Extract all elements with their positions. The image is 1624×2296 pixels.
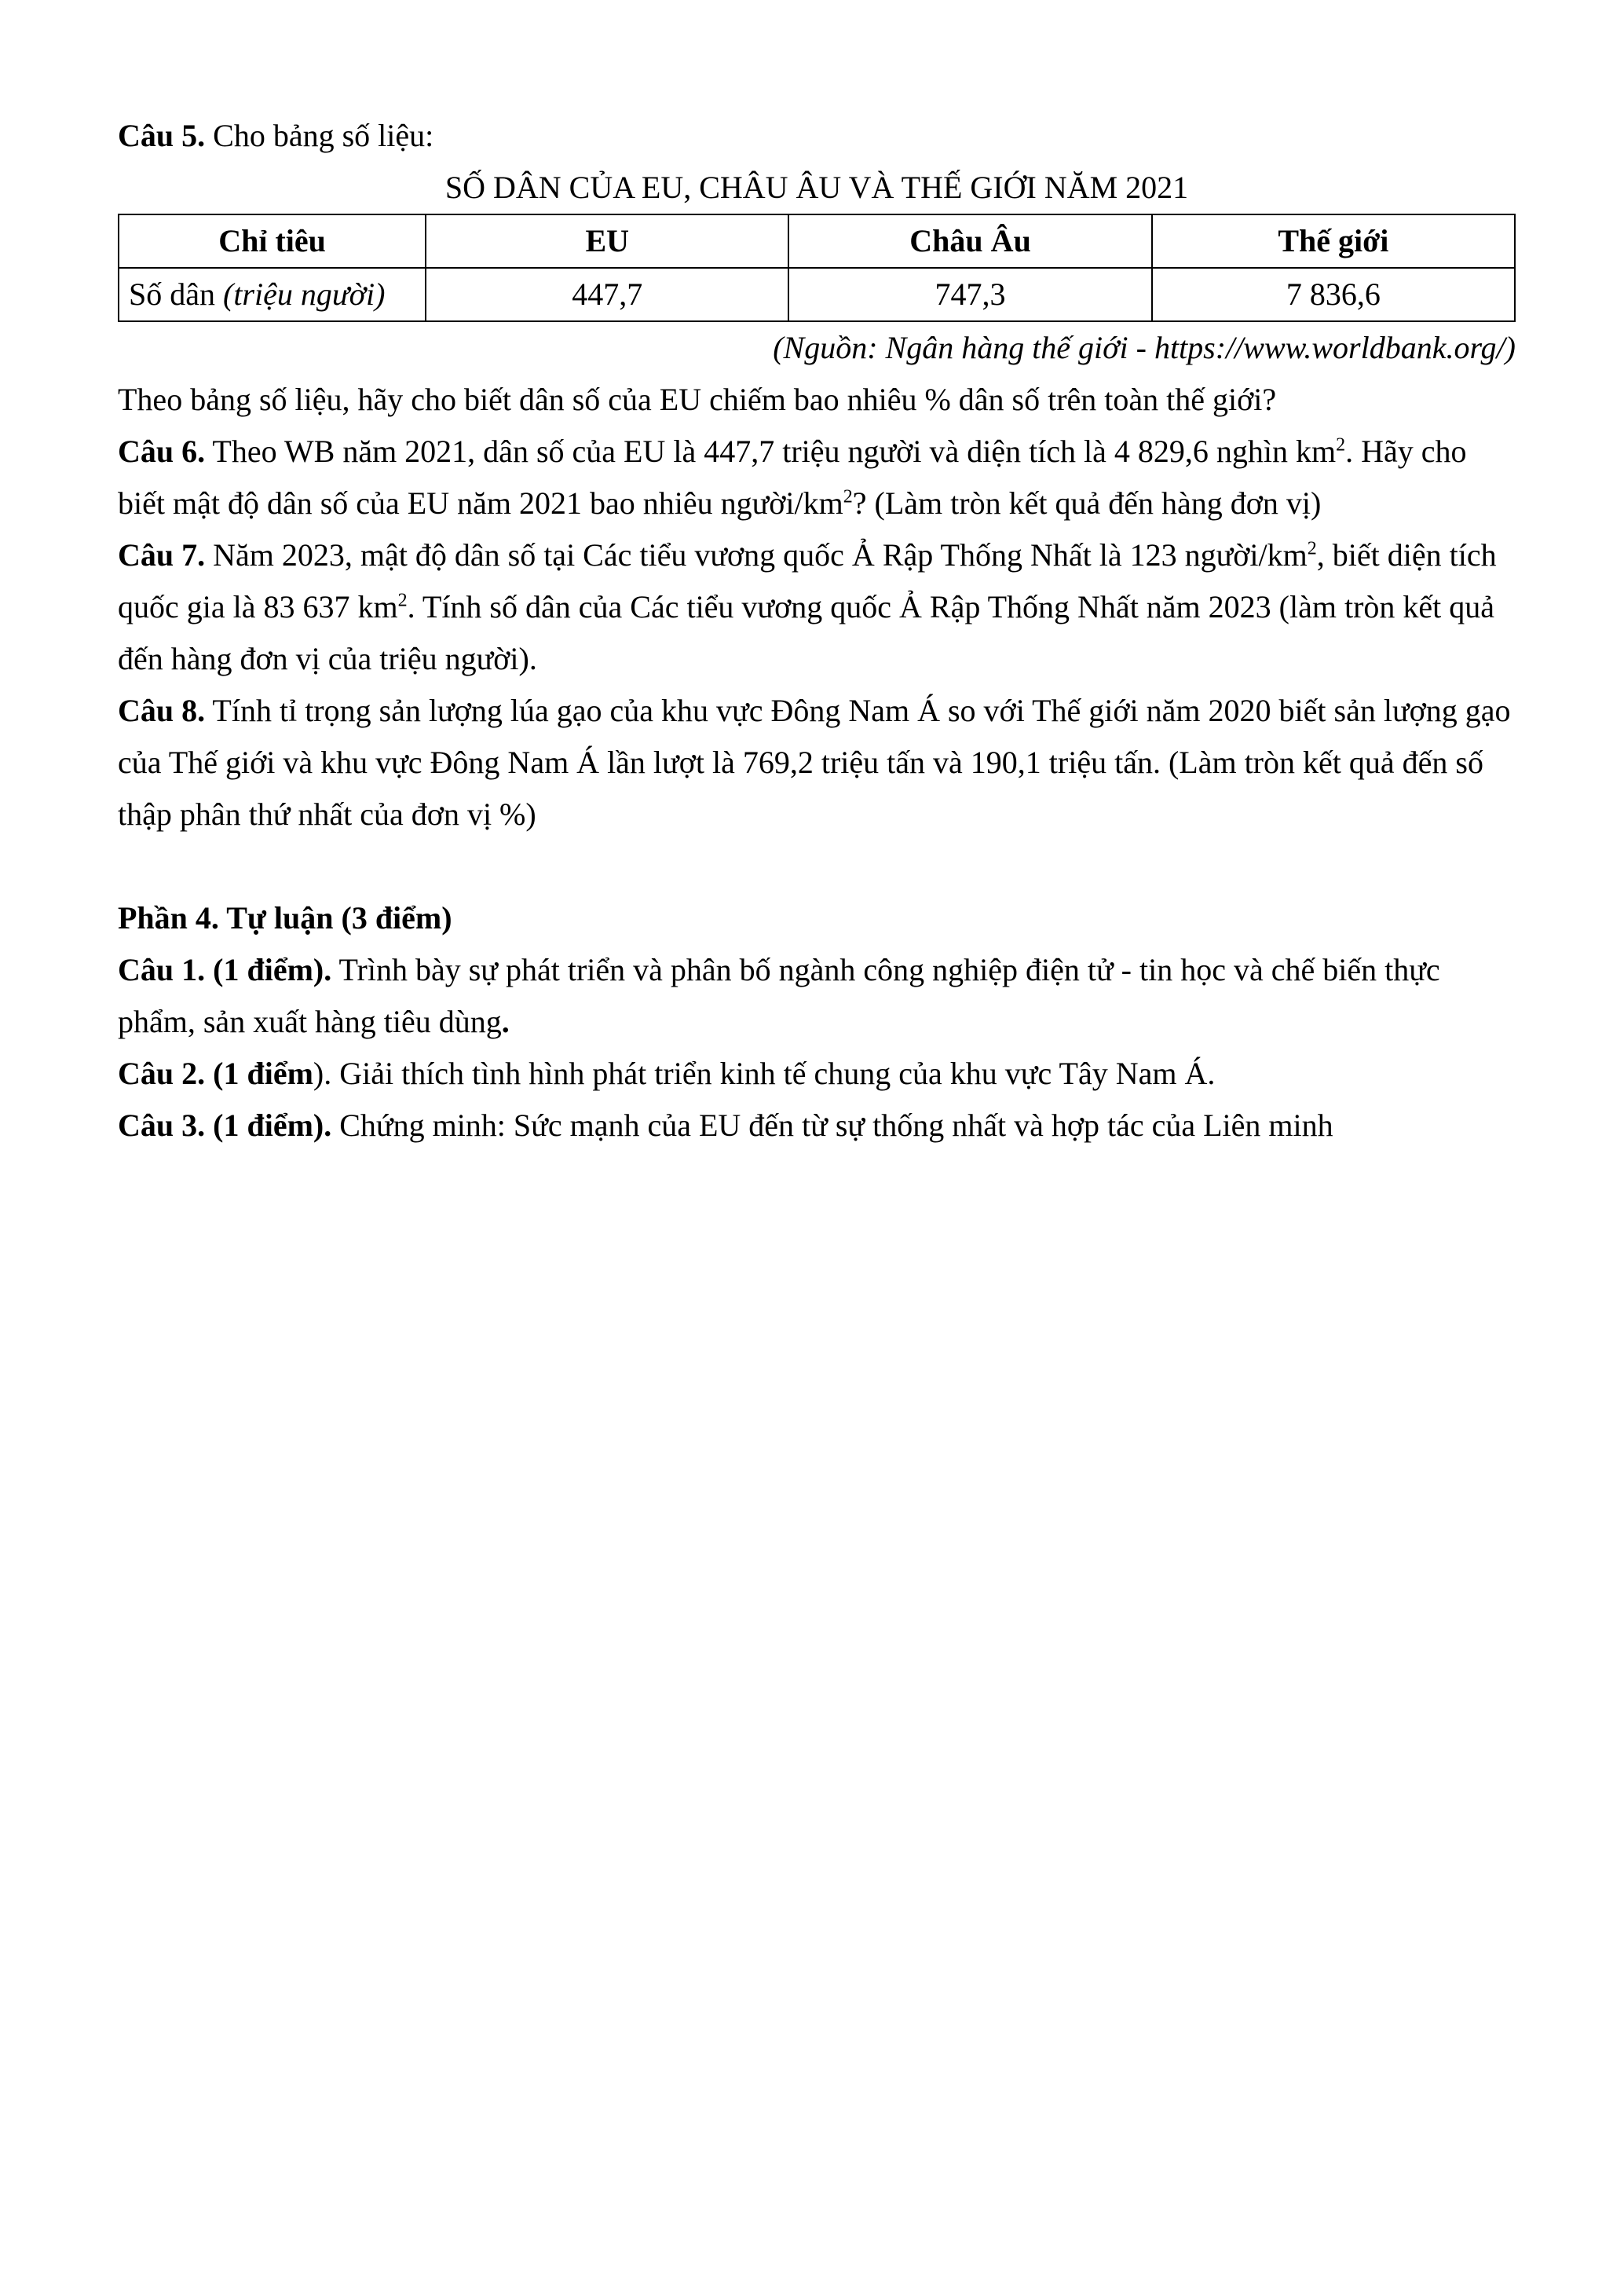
question-7 bbox=[118, 529, 1516, 685]
essay-question-1-text: Trình bày sự phát triển và phân bố ngành công nghiệp điện tử - tin học và chế biến thực phẩm, sản xuất hàng tiêu dùng bbox=[118, 952, 1440, 1039]
table-row bbox=[119, 268, 1515, 321]
essay-question-3 bbox=[118, 1100, 1516, 1152]
question-5-intro bbox=[118, 110, 1516, 162]
essay-question-3-label: Câu 3. (1 điểm). bbox=[118, 1108, 332, 1143]
superscript: 2 bbox=[1336, 434, 1346, 456]
section-spacer bbox=[118, 840, 1516, 892]
population-table bbox=[118, 214, 1516, 322]
question-6 bbox=[118, 426, 1516, 529]
table-header-cell: Châu Âu bbox=[788, 214, 1151, 268]
essay-question-2 bbox=[118, 1048, 1516, 1100]
question-6-text-b: . Hãy cho biết mật độ dân số của EU năm 2021 bao nhiêu người/km bbox=[118, 434, 1467, 521]
document-page bbox=[118, 110, 1516, 1152]
table-header-cell: Chỉ tiêu bbox=[119, 214, 426, 268]
essay-question-2-label: Câu 2. (1 điểm bbox=[118, 1056, 313, 1091]
table-cell: 447,7 bbox=[426, 268, 788, 321]
table-header-cell: Thế giới bbox=[1152, 214, 1515, 268]
table-cell: 747,3 bbox=[788, 268, 1151, 321]
table-row-label bbox=[119, 268, 426, 321]
question-8-text: Tính tỉ trọng sản lượng lúa gạo của khu vực Đông Nam Á so với Thế giới năm 2020 biết sản lượng gạo của Thế giới và khu vực Đông Nam Á lần lượt là 769,2 triệu tấn và 190,1 triệu tấn. (Làm tròn kết quả đến số thập phân thứ nhất của đơn vị %) bbox=[118, 693, 1511, 832]
table-header-cell: EU bbox=[426, 214, 788, 268]
question-8 bbox=[118, 685, 1516, 840]
question-7-label: Câu 7. bbox=[118, 537, 206, 573]
question-7-text-c: . Tính số dân của Các tiểu vương quốc Ả Rập Thống Nhất năm 2023 (làm tròn kết quả đến hàng đơn vị của triệu người). bbox=[118, 589, 1495, 676]
section-heading: Phần 4. Tự luận (3 điểm) bbox=[118, 900, 452, 936]
table-cell: 7 836,6 bbox=[1152, 268, 1515, 321]
essay-question-2-text: ). Giải thích tình hình phát triển kinh tế chung của khu vực Tây Nam Á. bbox=[313, 1056, 1216, 1091]
table-header-row bbox=[119, 214, 1515, 268]
essay-question-1 bbox=[118, 944, 1516, 1048]
question-7-text-b: , biết diện tích quốc gia là 83 637 km bbox=[118, 537, 1497, 624]
question-6-text-c: ? (Làm tròn kết quả đến hàng đơn vị) bbox=[852, 485, 1322, 521]
question-7-text-a: Năm 2023, mật độ dân số tại Các tiểu vương quốc Ả Rập Thống Nhất là 123 người/km bbox=[205, 537, 1308, 573]
question-5-text: Cho bảng số liệu: bbox=[205, 118, 434, 153]
question-8-label: Câu 8. bbox=[118, 693, 206, 728]
question-6-text-a: Theo WB năm 2021, dân số của EU là 447,7 triệu người và diện tích là 4 829,6 nghìn km bbox=[205, 434, 1337, 469]
question-5-question: Theo bảng số liệu, hãy cho biết dân số của EU chiếm bao nhiêu % dân số trên toàn thế giới? bbox=[118, 382, 1277, 417]
essay-question-1-end: . bbox=[501, 1004, 510, 1039]
table-source: (Nguồn: Ngân hàng thế giới - https://www.worldbank.org/) bbox=[773, 330, 1516, 365]
essay-question-1-label: Câu 1. (1 điểm). bbox=[118, 952, 332, 987]
table-title: SỐ DÂN CỦA EU, CHÂU ÂU VÀ THẾ GIỚI NĂM 2021 bbox=[444, 170, 1189, 205]
superscript: 2 bbox=[397, 590, 408, 611]
question-5-label: Câu 5. bbox=[118, 118, 206, 153]
superscript: 2 bbox=[1307, 538, 1317, 559]
superscript: 2 bbox=[843, 486, 853, 507]
row-label-main: Số dân bbox=[129, 276, 223, 312]
row-label-unit: (triệu người) bbox=[223, 276, 386, 312]
essay-question-3-text: Chứng minh: Sức mạnh của EU đến từ sự thống nhất và hợp tác của Liên minh bbox=[331, 1108, 1333, 1143]
question-6-label: Câu 6. bbox=[118, 434, 206, 469]
